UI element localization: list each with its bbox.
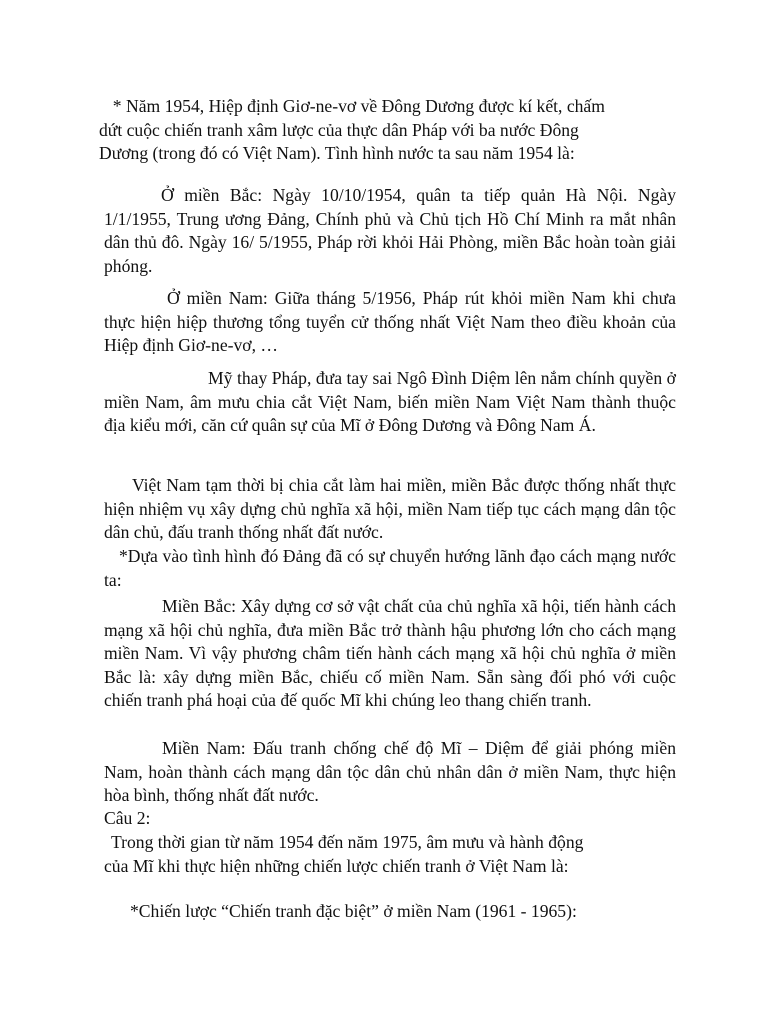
question-intro-line: của Mĩ khi thực hiện những chiến lược chiến tranh ở Việt Nam là:	[104, 855, 569, 876]
south-1956-paragraph: Ở miền Nam: Giữa tháng 5/1956, Pháp rút khỏi miền Nam khi chưa thực hiện hiệp thương tổng tuyển cử thống nhất Việt Nam theo điều khoản của Hiệp định Giơ-ne-vơ, …	[104, 288, 676, 355]
intro-paragraph	[99, 95, 684, 166]
intro-line: * Năm 1954, Hiệp định Giơ-ne-vơ về Đông Dương được kí kết, chấm	[104, 96, 605, 116]
south-task-paragraph: Miền Nam: Đấu tranh chống chế độ Mĩ – Diệm để giải phóng miền Nam, hoàn thành cách mạng dân tộc dân chủ nhân dân ở miền Nam, thực hiện hòa bình, thống nhất đất nước.	[104, 738, 676, 805]
country-divided-paragraph: Việt Nam tạm thời bị chia cắt làm hai miền, miền Bắc được thống nhất thực hiện nhiệm vụ xây dựng chủ nghĩa xã hội, miền Nam tiếp tục cách mạng dân tộc dân chủ, đấu tranh thống nhất đất nước.	[104, 475, 676, 542]
question-intro-paragraph	[104, 831, 684, 878]
party-direction-paragraph: *Dựa vào tình hình đó Đảng đã có sự chuyển hướng lãnh đạo cách mạng nước ta:	[104, 546, 676, 590]
intro-line: Dương (trong đó có Việt Nam). Tình hình nước ta sau năm 1954 là:	[99, 143, 575, 163]
question-intro-line: Trong thời gian từ năm 1954 đến năm 1975, âm mưu và hành động	[111, 832, 584, 852]
question-label: Câu 2:	[104, 808, 151, 828]
special-war-heading: *Chiến lược “Chiến tranh đặc biệt” ở miền Nam (1961 - 1965):	[130, 901, 577, 921]
north-task-paragraph: Miền Bắc: Xây dựng cơ sở vật chất của chủ nghĩa xã hội, tiến hành cách mạng xã hội chủ nghĩa, đưa miền Bắc trở thành hậu phương lớn cho cách mạng miền Nam. Vì vậy phương châm tiến hành cách mạng xã hội chủ nghĩa ở miền Bắc là: xây dựng miền Bắc, chiếu cố miền Nam. Sẵn sàng đối phó với cuộc chiến tranh phá hoại của đế quốc Mĩ khi chúng leo thang chiến tranh.	[104, 596, 676, 710]
us-replaces-france-paragraph: Mỹ thay Pháp, đưa tay sai Ngô Đình Diệm lên nắm chính quyền ở miền Nam, âm mưu chia cắt Việt Nam, biến miền Nam Việt Nam thành thuộc địa kiểu mới, căn cứ quân sự của Mĩ ở Đông Dương và Đông Nam Á.	[104, 368, 676, 435]
intro-line: dứt cuộc chiến tranh xâm lược của thực dân Pháp với ba nước Đông	[99, 119, 579, 140]
north-1954-paragraph: Ở miền Bắc: Ngày 10/10/1954, quân ta tiếp quản Hà Nội. Ngày 1/1/1955, Trung ương Đảng, Chính phủ và Chủ tịch Hồ Chí Minh ra mắt nhân dân thủ đô. Ngày 16/ 5/1955, Pháp rời khỏi Hải Phòng, miền Bắc hoàn toàn giải phóng.	[104, 185, 676, 276]
